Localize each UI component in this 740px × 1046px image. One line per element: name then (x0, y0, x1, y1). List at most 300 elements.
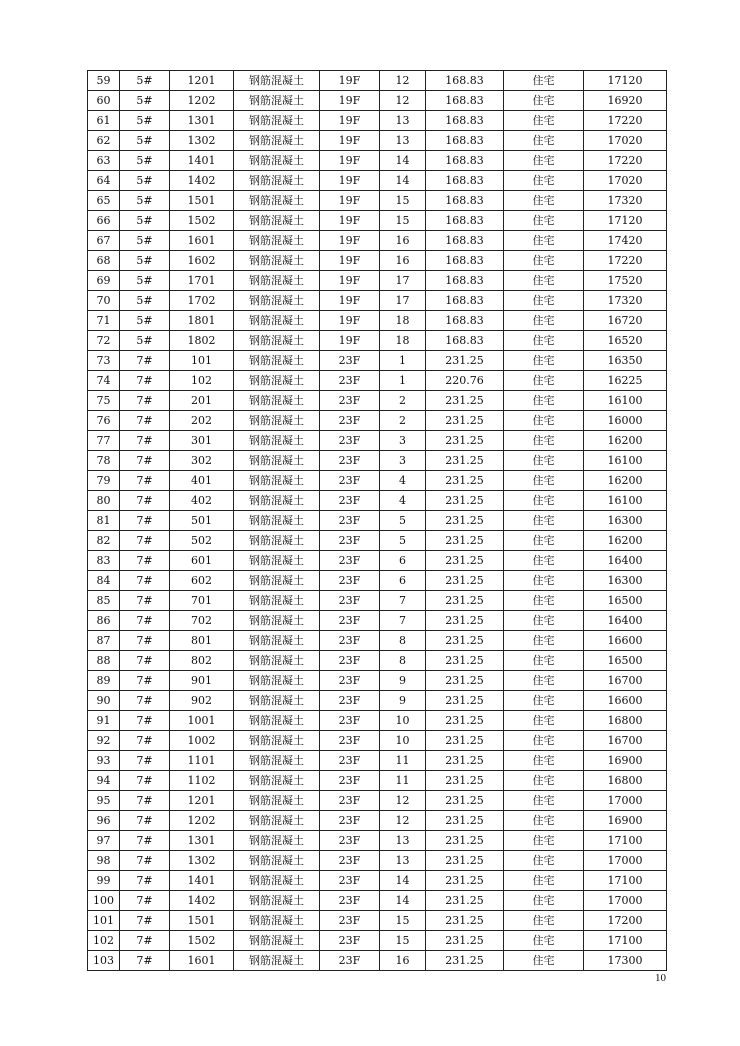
cell-row-index: 96 (88, 811, 120, 831)
cell-total-floors: 23F (320, 771, 380, 791)
table-row (88, 931, 667, 951)
cell-building-number: 7# (120, 431, 170, 451)
cell-floor: 16 (380, 231, 426, 251)
cell-total-floors: 23F (320, 891, 380, 911)
cell-usage: 住宅 (504, 691, 584, 711)
cell-usage: 住宅 (504, 911, 584, 931)
table-row (88, 811, 667, 831)
cell-building-number: 7# (120, 391, 170, 411)
table-row (88, 71, 667, 91)
cell-total-floors: 19F (320, 71, 380, 91)
cell-area: 231.25 (426, 551, 504, 571)
cell-unit-number: 1502 (170, 211, 234, 231)
cell-total-floors: 23F (320, 411, 380, 431)
cell-usage: 住宅 (504, 731, 584, 751)
cell-total-floors: 19F (320, 291, 380, 311)
cell-building-number: 7# (120, 611, 170, 631)
cell-structure-type: 钢筋混凝土 (234, 411, 320, 431)
table-row (88, 831, 667, 851)
cell-unit-number: 1401 (170, 871, 234, 891)
cell-area: 168.83 (426, 171, 504, 191)
cell-floor: 1 (380, 351, 426, 371)
cell-usage: 住宅 (504, 71, 584, 91)
cell-row-index: 74 (88, 371, 120, 391)
cell-unit-number: 801 (170, 631, 234, 651)
cell-floor: 10 (380, 711, 426, 731)
cell-total-floors: 23F (320, 851, 380, 871)
cell-unit-price: 17420 (584, 231, 667, 251)
cell-area: 168.83 (426, 311, 504, 331)
cell-floor: 17 (380, 291, 426, 311)
cell-structure-type: 钢筋混凝土 (234, 191, 320, 211)
cell-unit-price: 17000 (584, 891, 667, 911)
cell-row-index: 69 (88, 271, 120, 291)
cell-floor: 15 (380, 931, 426, 951)
cell-structure-type: 钢筋混凝土 (234, 851, 320, 871)
cell-structure-type: 钢筋混凝土 (234, 211, 320, 231)
cell-structure-type: 钢筋混凝土 (234, 651, 320, 671)
cell-structure-type: 钢筋混凝土 (234, 631, 320, 651)
cell-structure-type: 钢筋混凝土 (234, 151, 320, 171)
cell-building-number: 7# (120, 571, 170, 591)
cell-usage: 住宅 (504, 351, 584, 371)
cell-building-number: 5# (120, 91, 170, 111)
cell-building-number: 7# (120, 951, 170, 971)
table-row (88, 551, 667, 571)
cell-structure-type: 钢筋混凝土 (234, 271, 320, 291)
table-row (88, 291, 667, 311)
cell-usage: 住宅 (504, 851, 584, 871)
cell-row-index: 94 (88, 771, 120, 791)
cell-unit-price: 16600 (584, 691, 667, 711)
cell-unit-number: 302 (170, 451, 234, 471)
cell-unit-number: 802 (170, 651, 234, 671)
cell-unit-price: 17300 (584, 951, 667, 971)
cell-unit-price: 17200 (584, 911, 667, 931)
cell-building-number: 5# (120, 191, 170, 211)
cell-building-number: 7# (120, 491, 170, 511)
cell-unit-number: 1601 (170, 231, 234, 251)
cell-building-number: 7# (120, 871, 170, 891)
cell-building-number: 7# (120, 691, 170, 711)
table-row (88, 591, 667, 611)
cell-unit-number: 1501 (170, 191, 234, 211)
cell-structure-type: 钢筋混凝土 (234, 471, 320, 491)
cell-area: 231.25 (426, 631, 504, 651)
cell-floor: 12 (380, 91, 426, 111)
cell-unit-number: 602 (170, 571, 234, 591)
cell-usage: 住宅 (504, 431, 584, 451)
page-number: 10 (655, 972, 666, 984)
cell-floor: 14 (380, 891, 426, 911)
cell-unit-price: 16350 (584, 351, 667, 371)
cell-unit-price: 16225 (584, 371, 667, 391)
cell-building-number: 5# (120, 251, 170, 271)
cell-row-index: 95 (88, 791, 120, 811)
cell-structure-type: 钢筋混凝土 (234, 511, 320, 531)
cell-unit-price: 16200 (584, 431, 667, 451)
cell-unit-price: 16500 (584, 651, 667, 671)
cell-structure-type: 钢筋混凝土 (234, 771, 320, 791)
cell-unit-price: 17100 (584, 831, 667, 851)
cell-total-floors: 23F (320, 371, 380, 391)
cell-floor: 6 (380, 571, 426, 591)
cell-structure-type: 钢筋混凝土 (234, 91, 320, 111)
cell-building-number: 5# (120, 231, 170, 251)
cell-total-floors: 23F (320, 751, 380, 771)
cell-unit-number: 1701 (170, 271, 234, 291)
cell-structure-type: 钢筋混凝土 (234, 131, 320, 151)
cell-building-number: 7# (120, 451, 170, 471)
table-row (88, 531, 667, 551)
cell-structure-type: 钢筋混凝土 (234, 811, 320, 831)
cell-structure-type: 钢筋混凝土 (234, 351, 320, 371)
cell-row-index: 77 (88, 431, 120, 451)
cell-row-index: 86 (88, 611, 120, 631)
cell-area: 231.25 (426, 431, 504, 451)
table-row (88, 171, 667, 191)
cell-area: 231.25 (426, 811, 504, 831)
cell-building-number: 5# (120, 111, 170, 131)
cell-row-index: 78 (88, 451, 120, 471)
cell-structure-type: 钢筋混凝土 (234, 291, 320, 311)
cell-structure-type: 钢筋混凝土 (234, 691, 320, 711)
cell-usage: 住宅 (504, 711, 584, 731)
cell-usage: 住宅 (504, 191, 584, 211)
cell-row-index: 65 (88, 191, 120, 211)
cell-floor: 4 (380, 471, 426, 491)
cell-unit-price: 16900 (584, 751, 667, 771)
cell-building-number: 7# (120, 851, 170, 871)
cell-floor: 6 (380, 551, 426, 571)
table-row (88, 251, 667, 271)
table-row (88, 511, 667, 531)
cell-usage: 住宅 (504, 591, 584, 611)
cell-row-index: 61 (88, 111, 120, 131)
cell-floor: 8 (380, 651, 426, 671)
cell-unit-price: 17220 (584, 111, 667, 131)
cell-unit-price: 16000 (584, 411, 667, 431)
table-row (88, 611, 667, 631)
cell-unit-number: 902 (170, 691, 234, 711)
cell-unit-number: 1502 (170, 931, 234, 951)
cell-usage: 住宅 (504, 471, 584, 491)
table-row (88, 751, 667, 771)
cell-unit-number: 1202 (170, 91, 234, 111)
cell-area: 231.25 (426, 451, 504, 471)
cell-area: 231.25 (426, 691, 504, 711)
cell-total-floors: 19F (320, 211, 380, 231)
cell-area: 231.25 (426, 531, 504, 551)
cell-floor: 14 (380, 171, 426, 191)
cell-structure-type: 钢筋混凝土 (234, 911, 320, 931)
table-row (88, 871, 667, 891)
cell-usage: 住宅 (504, 611, 584, 631)
cell-total-floors: 23F (320, 871, 380, 891)
cell-floor: 10 (380, 731, 426, 751)
cell-structure-type: 钢筋混凝土 (234, 431, 320, 451)
cell-row-index: 98 (88, 851, 120, 871)
cell-row-index: 101 (88, 911, 120, 931)
cell-unit-number: 1602 (170, 251, 234, 271)
cell-unit-price: 16600 (584, 631, 667, 651)
cell-building-number: 5# (120, 171, 170, 191)
cell-row-index: 59 (88, 71, 120, 91)
table-row (88, 771, 667, 791)
cell-floor: 15 (380, 191, 426, 211)
cell-row-index: 68 (88, 251, 120, 271)
cell-unit-number: 1402 (170, 891, 234, 911)
cell-usage: 住宅 (504, 511, 584, 531)
cell-unit-number: 201 (170, 391, 234, 411)
cell-unit-number: 402 (170, 491, 234, 511)
cell-structure-type: 钢筋混凝土 (234, 611, 320, 631)
cell-unit-price: 17120 (584, 211, 667, 231)
cell-unit-price: 16100 (584, 391, 667, 411)
cell-unit-price: 17520 (584, 271, 667, 291)
cell-row-index: 93 (88, 751, 120, 771)
cell-row-index: 81 (88, 511, 120, 531)
cell-unit-price: 16520 (584, 331, 667, 351)
cell-building-number: 7# (120, 651, 170, 671)
cell-area: 231.25 (426, 671, 504, 691)
cell-building-number: 7# (120, 471, 170, 491)
cell-structure-type: 钢筋混凝土 (234, 591, 320, 611)
cell-building-number: 7# (120, 891, 170, 911)
cell-building-number: 7# (120, 831, 170, 851)
cell-floor: 13 (380, 851, 426, 871)
cell-area: 231.25 (426, 771, 504, 791)
cell-building-number: 7# (120, 731, 170, 751)
cell-floor: 12 (380, 811, 426, 831)
cell-unit-number: 1102 (170, 771, 234, 791)
cell-structure-type: 钢筋混凝土 (234, 531, 320, 551)
cell-total-floors: 19F (320, 151, 380, 171)
cell-row-index: 60 (88, 91, 120, 111)
cell-unit-price: 17220 (584, 151, 667, 171)
cell-row-index: 72 (88, 331, 120, 351)
cell-structure-type: 钢筋混凝土 (234, 111, 320, 131)
cell-total-floors: 23F (320, 391, 380, 411)
cell-row-index: 87 (88, 631, 120, 651)
cell-building-number: 5# (120, 131, 170, 151)
cell-area: 231.25 (426, 391, 504, 411)
cell-row-index: 103 (88, 951, 120, 971)
cell-floor: 2 (380, 411, 426, 431)
cell-structure-type: 钢筋混凝土 (234, 751, 320, 771)
cell-usage: 住宅 (504, 651, 584, 671)
cell-floor: 7 (380, 591, 426, 611)
table-row (88, 691, 667, 711)
cell-area: 168.83 (426, 91, 504, 111)
cell-row-index: 76 (88, 411, 120, 431)
table-row (88, 951, 667, 971)
cell-building-number: 7# (120, 411, 170, 431)
cell-building-number: 7# (120, 351, 170, 371)
cell-row-index: 73 (88, 351, 120, 371)
cell-row-index: 79 (88, 471, 120, 491)
cell-unit-price: 16300 (584, 511, 667, 531)
table-row (88, 151, 667, 171)
table-row (88, 711, 667, 731)
cell-row-index: 92 (88, 731, 120, 751)
cell-area: 231.25 (426, 931, 504, 951)
cell-building-number: 7# (120, 591, 170, 611)
cell-unit-number: 1201 (170, 791, 234, 811)
cell-floor: 18 (380, 311, 426, 331)
cell-total-floors: 23F (320, 831, 380, 851)
cell-structure-type: 钢筋混凝土 (234, 491, 320, 511)
cell-building-number: 7# (120, 911, 170, 931)
cell-row-index: 67 (88, 231, 120, 251)
cell-area: 168.83 (426, 151, 504, 171)
cell-row-index: 97 (88, 831, 120, 851)
cell-floor: 8 (380, 631, 426, 651)
cell-unit-number: 1101 (170, 751, 234, 771)
cell-structure-type: 钢筋混凝土 (234, 731, 320, 751)
cell-unit-price: 16400 (584, 551, 667, 571)
cell-unit-number: 502 (170, 531, 234, 551)
table-row (88, 731, 667, 751)
cell-structure-type: 钢筋混凝土 (234, 171, 320, 191)
table-row (88, 231, 667, 251)
cell-building-number: 7# (120, 771, 170, 791)
cell-unit-price: 16700 (584, 671, 667, 691)
cell-unit-number: 1202 (170, 811, 234, 831)
cell-usage: 住宅 (504, 131, 584, 151)
cell-building-number: 7# (120, 371, 170, 391)
cell-row-index: 88 (88, 651, 120, 671)
cell-usage: 住宅 (504, 231, 584, 251)
cell-floor: 3 (380, 431, 426, 451)
cell-unit-price: 16500 (584, 591, 667, 611)
cell-row-index: 83 (88, 551, 120, 571)
cell-usage: 住宅 (504, 311, 584, 331)
cell-usage: 住宅 (504, 871, 584, 891)
cell-structure-type: 钢筋混凝土 (234, 551, 320, 571)
cell-unit-price: 16200 (584, 531, 667, 551)
table-row (88, 911, 667, 931)
cell-building-number: 7# (120, 551, 170, 571)
cell-usage: 住宅 (504, 811, 584, 831)
cell-area: 168.83 (426, 231, 504, 251)
cell-usage: 住宅 (504, 491, 584, 511)
cell-unit-price: 16800 (584, 711, 667, 731)
cell-unit-price: 16920 (584, 91, 667, 111)
cell-row-index: 75 (88, 391, 120, 411)
cell-structure-type: 钢筋混凝土 (234, 371, 320, 391)
cell-unit-price: 17120 (584, 71, 667, 91)
cell-floor: 14 (380, 151, 426, 171)
cell-area: 231.25 (426, 831, 504, 851)
cell-floor: 11 (380, 751, 426, 771)
cell-area: 231.25 (426, 591, 504, 611)
cell-area: 231.25 (426, 851, 504, 871)
cell-unit-price: 17020 (584, 171, 667, 191)
cell-row-index: 90 (88, 691, 120, 711)
cell-usage: 住宅 (504, 631, 584, 651)
cell-structure-type: 钢筋混凝土 (234, 311, 320, 331)
cell-total-floors: 19F (320, 131, 380, 151)
cell-building-number: 7# (120, 531, 170, 551)
cell-floor: 14 (380, 871, 426, 891)
cell-unit-number: 1002 (170, 731, 234, 751)
cell-unit-number: 1301 (170, 111, 234, 131)
cell-row-index: 85 (88, 591, 120, 611)
cell-total-floors: 23F (320, 911, 380, 931)
cell-building-number: 7# (120, 811, 170, 831)
cell-building-number: 7# (120, 751, 170, 771)
cell-floor: 3 (380, 451, 426, 471)
cell-area: 168.83 (426, 291, 504, 311)
cell-floor: 11 (380, 771, 426, 791)
cell-unit-number: 702 (170, 611, 234, 631)
cell-floor: 16 (380, 951, 426, 971)
cell-building-number: 5# (120, 71, 170, 91)
cell-area: 231.25 (426, 651, 504, 671)
cell-unit-price: 17020 (584, 131, 667, 151)
cell-structure-type: 钢筋混凝土 (234, 931, 320, 951)
cell-floor: 5 (380, 531, 426, 551)
cell-total-floors: 23F (320, 671, 380, 691)
cell-floor: 13 (380, 131, 426, 151)
cell-floor: 13 (380, 111, 426, 131)
cell-row-index: 102 (88, 931, 120, 951)
cell-total-floors: 23F (320, 711, 380, 731)
cell-area: 168.83 (426, 211, 504, 231)
cell-usage: 住宅 (504, 151, 584, 171)
cell-floor: 9 (380, 671, 426, 691)
cell-row-index: 66 (88, 211, 120, 231)
cell-unit-number: 1702 (170, 291, 234, 311)
cell-usage: 住宅 (504, 331, 584, 351)
cell-unit-number: 102 (170, 371, 234, 391)
cell-total-floors: 23F (320, 471, 380, 491)
cell-usage: 住宅 (504, 391, 584, 411)
table-row (88, 111, 667, 131)
cell-usage: 住宅 (504, 671, 584, 691)
cell-usage: 住宅 (504, 551, 584, 571)
cell-usage: 住宅 (504, 371, 584, 391)
table-row (88, 91, 667, 111)
housing-price-table (87, 70, 667, 971)
cell-building-number: 5# (120, 271, 170, 291)
cell-usage: 住宅 (504, 271, 584, 291)
cell-row-index: 99 (88, 871, 120, 891)
cell-area: 231.25 (426, 891, 504, 911)
cell-unit-price: 17000 (584, 791, 667, 811)
cell-floor: 2 (380, 391, 426, 411)
cell-unit-number: 1302 (170, 131, 234, 151)
table-row (88, 631, 667, 651)
cell-row-index: 89 (88, 671, 120, 691)
cell-total-floors: 19F (320, 91, 380, 111)
cell-area: 168.83 (426, 71, 504, 91)
cell-unit-price: 16400 (584, 611, 667, 631)
cell-area: 220.76 (426, 371, 504, 391)
table-row (88, 191, 667, 211)
cell-unit-price: 16200 (584, 471, 667, 491)
table-row (88, 351, 667, 371)
cell-structure-type: 钢筋混凝土 (234, 331, 320, 351)
table-row (88, 471, 667, 491)
table-row (88, 331, 667, 351)
cell-unit-number: 101 (170, 351, 234, 371)
cell-structure-type: 钢筋混凝土 (234, 891, 320, 911)
cell-usage: 住宅 (504, 571, 584, 591)
cell-total-floors: 23F (320, 431, 380, 451)
cell-floor: 12 (380, 791, 426, 811)
